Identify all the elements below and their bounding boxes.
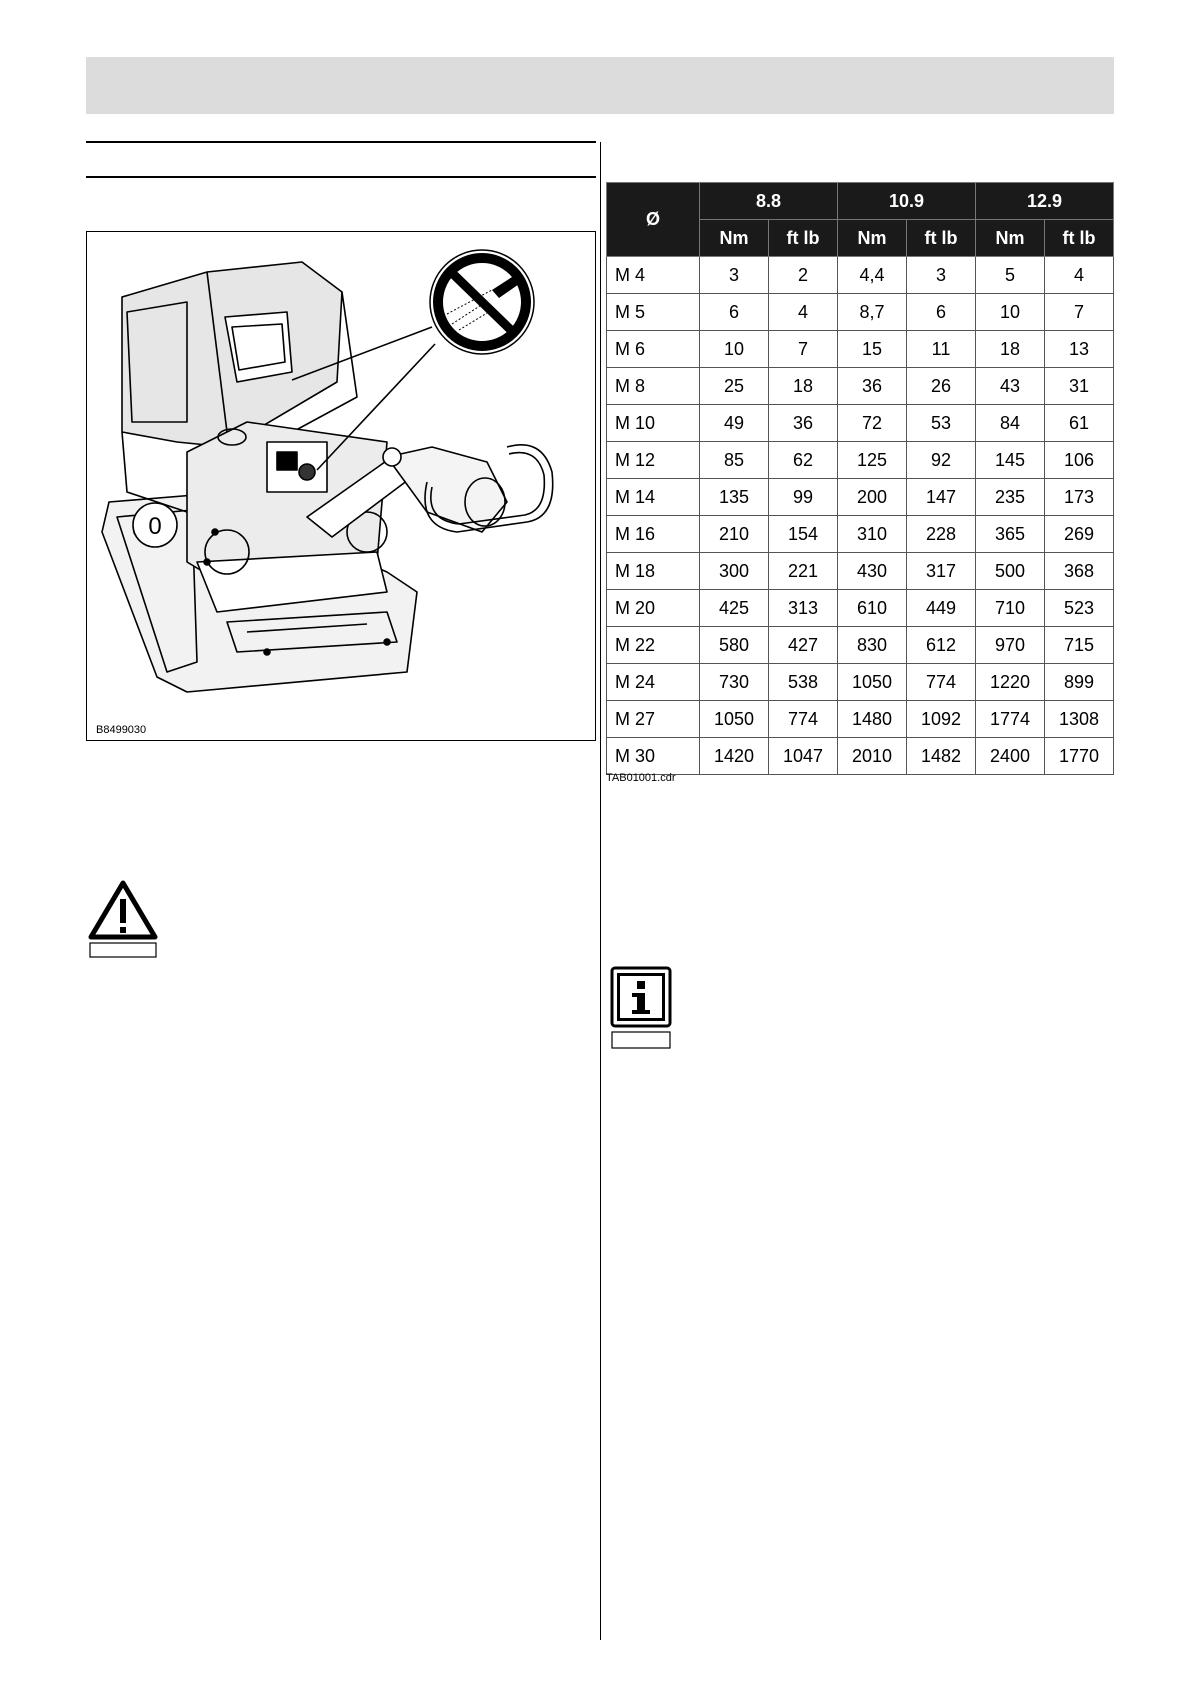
header-bar xyxy=(86,57,1114,114)
table-caption: TAB01001.cdr xyxy=(606,772,676,784)
torque-value-cell: 2 xyxy=(769,257,838,294)
column-divider xyxy=(600,142,601,1640)
torque-value-cell: 1308 xyxy=(1045,701,1114,738)
torque-value-cell: 125 xyxy=(838,442,907,479)
table-row xyxy=(607,627,1114,664)
bolt-size-cell: M 10 xyxy=(607,405,700,442)
table-row xyxy=(607,257,1114,294)
grade-header: 8.8 xyxy=(700,183,838,220)
torque-value-cell: 15 xyxy=(838,331,907,368)
machine-figure xyxy=(86,231,596,741)
table-row xyxy=(607,405,1114,442)
torque-value-cell: 221 xyxy=(769,553,838,590)
bolt-size-cell: M 20 xyxy=(607,590,700,627)
torque-value-cell: 84 xyxy=(976,405,1045,442)
torque-value-cell: 154 xyxy=(769,516,838,553)
bolt-size-cell: M 22 xyxy=(607,627,700,664)
torque-value-cell: 449 xyxy=(907,590,976,627)
torque-value-cell: 1220 xyxy=(976,664,1045,701)
torque-value-cell: 1420 xyxy=(700,738,769,775)
torque-value-cell: 430 xyxy=(838,553,907,590)
torque-value-cell: 7 xyxy=(769,331,838,368)
unit-header: Nm xyxy=(838,220,907,257)
table-row xyxy=(607,590,1114,627)
torque-value-cell: 235 xyxy=(976,479,1045,516)
torque-value-cell: 62 xyxy=(769,442,838,479)
torque-value-cell: 500 xyxy=(976,553,1045,590)
torque-value-cell: 228 xyxy=(907,516,976,553)
torque-value-cell: 10 xyxy=(976,294,1045,331)
torque-value-cell: 61 xyxy=(1045,405,1114,442)
no-water-spray-icon xyxy=(430,250,534,354)
torque-value-cell: 610 xyxy=(838,590,907,627)
torque-value-cell: 310 xyxy=(838,516,907,553)
table-row xyxy=(607,442,1114,479)
table-row xyxy=(607,331,1114,368)
torque-value-cell: 730 xyxy=(700,664,769,701)
torque-value-cell: 18 xyxy=(769,368,838,405)
torque-value-cell: 300 xyxy=(700,553,769,590)
table-row xyxy=(607,553,1114,590)
torque-value-cell: 1482 xyxy=(907,738,976,775)
torque-value-cell: 899 xyxy=(1045,664,1114,701)
torque-value-cell: 135 xyxy=(700,479,769,516)
unit-header: Nm xyxy=(976,220,1045,257)
torque-value-cell: 3 xyxy=(700,257,769,294)
torque-value-cell: 173 xyxy=(1045,479,1114,516)
plate-compactor-illustration xyxy=(87,232,595,740)
grade-header: 12.9 xyxy=(976,183,1114,220)
torque-value-cell: 2400 xyxy=(976,738,1045,775)
torque-value-cell: 4 xyxy=(769,294,838,331)
section-rule-bottom xyxy=(86,176,596,178)
torque-value-cell: 1092 xyxy=(907,701,976,738)
grade-header: 10.9 xyxy=(838,183,976,220)
bolt-size-cell: M 5 xyxy=(607,294,700,331)
torque-table-body xyxy=(607,257,1114,775)
torque-value-cell: 147 xyxy=(907,479,976,516)
torque-value-cell: 612 xyxy=(907,627,976,664)
bolt-size-cell: M 12 xyxy=(607,442,700,479)
torque-value-cell: 774 xyxy=(769,701,838,738)
table-row xyxy=(607,738,1114,775)
torque-value-cell: 92 xyxy=(907,442,976,479)
torque-value-cell: 774 xyxy=(907,664,976,701)
table-row xyxy=(607,516,1114,553)
torque-value-cell: 53 xyxy=(907,405,976,442)
torque-value-cell: 200 xyxy=(838,479,907,516)
torque-value-cell: 5 xyxy=(976,257,1045,294)
bolt-size-cell: M 16 xyxy=(607,516,700,553)
torque-value-cell: 31 xyxy=(1045,368,1114,405)
torque-value-cell: 580 xyxy=(700,627,769,664)
torque-value-cell: 269 xyxy=(1045,516,1114,553)
torque-value-cell: 715 xyxy=(1045,627,1114,664)
table-row xyxy=(607,368,1114,405)
torque-value-cell: 13 xyxy=(1045,331,1114,368)
torque-value-cell: 368 xyxy=(1045,553,1114,590)
table-row xyxy=(607,701,1114,738)
bolt-size-cell: M 4 xyxy=(607,257,700,294)
table-row xyxy=(607,664,1114,701)
bolt-size-cell: M 24 xyxy=(607,664,700,701)
torque-value-cell: 830 xyxy=(838,627,907,664)
torque-value-cell: 8,7 xyxy=(838,294,907,331)
unit-header: ft lb xyxy=(769,220,838,257)
torque-value-cell: 6 xyxy=(700,294,769,331)
torque-value-cell: 7 xyxy=(1045,294,1114,331)
torque-value-cell: 99 xyxy=(769,479,838,516)
torque-value-cell: 72 xyxy=(838,405,907,442)
torque-value-cell: 538 xyxy=(769,664,838,701)
torque-value-cell: 145 xyxy=(976,442,1045,479)
torque-value-cell: 313 xyxy=(769,590,838,627)
torque-value-cell: 523 xyxy=(1045,590,1114,627)
warning-triangle-icon xyxy=(88,879,158,959)
unit-header: ft lb xyxy=(907,220,976,257)
torque-value-cell: 36 xyxy=(769,405,838,442)
torque-value-cell: 18 xyxy=(976,331,1045,368)
diameter-header: Ø xyxy=(607,183,700,257)
torque-value-cell: 1050 xyxy=(838,664,907,701)
torque-value-cell: 1050 xyxy=(700,701,769,738)
figure-caption: B8499030 xyxy=(96,724,147,736)
torque-value-cell: 49 xyxy=(700,405,769,442)
torque-value-cell: 10 xyxy=(700,331,769,368)
torque-value-cell: 11 xyxy=(907,331,976,368)
torque-value-cell: 85 xyxy=(700,442,769,479)
bolt-size-cell: M 18 xyxy=(607,553,700,590)
bolt-size-cell: M 8 xyxy=(607,368,700,405)
torque-value-cell: 710 xyxy=(976,590,1045,627)
callout-label: 0 xyxy=(148,513,162,540)
torque-value-cell: 106 xyxy=(1045,442,1114,479)
bolt-size-cell: M 30 xyxy=(607,738,700,775)
torque-value-cell: 25 xyxy=(700,368,769,405)
torque-value-cell: 970 xyxy=(976,627,1045,664)
torque-value-cell: 43 xyxy=(976,368,1045,405)
torque-value-cell: 210 xyxy=(700,516,769,553)
torque-value-cell: 317 xyxy=(907,553,976,590)
torque-value-cell: 1770 xyxy=(1045,738,1114,775)
torque-value-cell: 427 xyxy=(769,627,838,664)
unit-header: ft lb xyxy=(1045,220,1114,257)
torque-value-cell: 365 xyxy=(976,516,1045,553)
table-row xyxy=(607,294,1114,331)
torque-value-cell: 26 xyxy=(907,368,976,405)
torque-value-cell: 36 xyxy=(838,368,907,405)
torque-value-cell: 3 xyxy=(907,257,976,294)
torque-value-cell: 1480 xyxy=(838,701,907,738)
bolt-torque-table xyxy=(606,182,1114,775)
section-rule-top xyxy=(86,141,596,143)
torque-value-cell: 425 xyxy=(700,590,769,627)
unit-header: Nm xyxy=(700,220,769,257)
torque-value-cell: 1047 xyxy=(769,738,838,775)
torque-value-cell: 6 xyxy=(907,294,976,331)
table-row xyxy=(607,479,1114,516)
torque-value-cell: 1774 xyxy=(976,701,1045,738)
torque-value-cell: 4,4 xyxy=(838,257,907,294)
callout-marker xyxy=(133,503,177,547)
torque-value-cell: 4 xyxy=(1045,257,1114,294)
bolt-size-cell: M 27 xyxy=(607,701,700,738)
bolt-size-cell: M 6 xyxy=(607,331,700,368)
info-icon xyxy=(610,966,672,1050)
torque-value-cell: 2010 xyxy=(838,738,907,775)
bolt-size-cell: M 14 xyxy=(607,479,700,516)
